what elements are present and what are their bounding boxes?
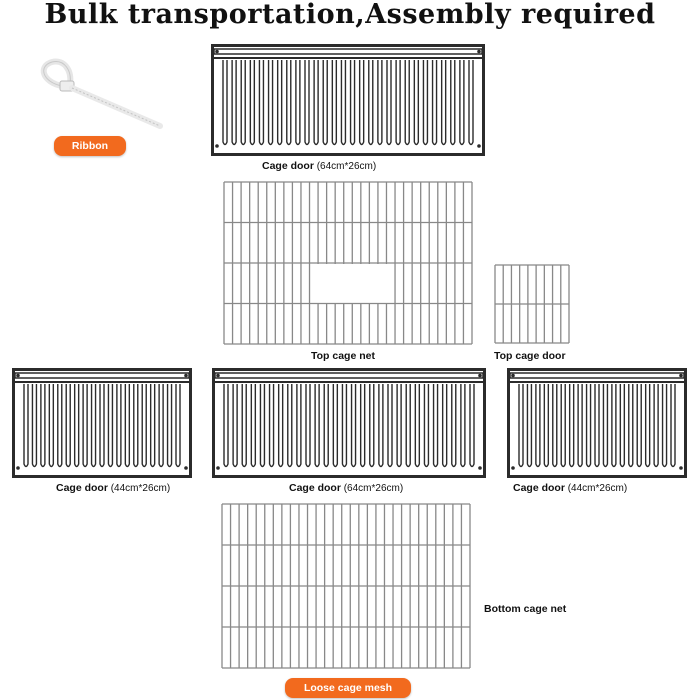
cage-door-center-label: Cage door (64cm*26cm) [289, 482, 404, 494]
ribbon-pill: Ribbon [54, 136, 126, 156]
loose-cage-mesh-pill: Loose cage mesh [285, 678, 411, 698]
cage-door-top [211, 44, 485, 156]
cage-door-right [507, 368, 687, 478]
bottom-cage-net-label: Bottom cage net [484, 603, 567, 615]
cage-door-center [212, 368, 486, 478]
cable-tie-icon [34, 56, 166, 136]
top-cage-net-label: Top cage net [311, 350, 375, 362]
cage-door-top-label: Cage door (64cm*26cm) [262, 160, 377, 172]
top-cage-door [493, 263, 571, 345]
bottom-cage-net [220, 502, 472, 670]
top-cage-door-label: Top cage door [494, 350, 566, 362]
top-cage-net [222, 180, 474, 346]
cage-door-left-label: Cage door (44cm*26cm) [56, 482, 171, 494]
cage-door-left [12, 368, 192, 478]
page-title: Bulk transportation,Assembly required [44, 0, 656, 30]
cage-door-right-label: Cage door (44cm*26cm) [513, 482, 628, 494]
